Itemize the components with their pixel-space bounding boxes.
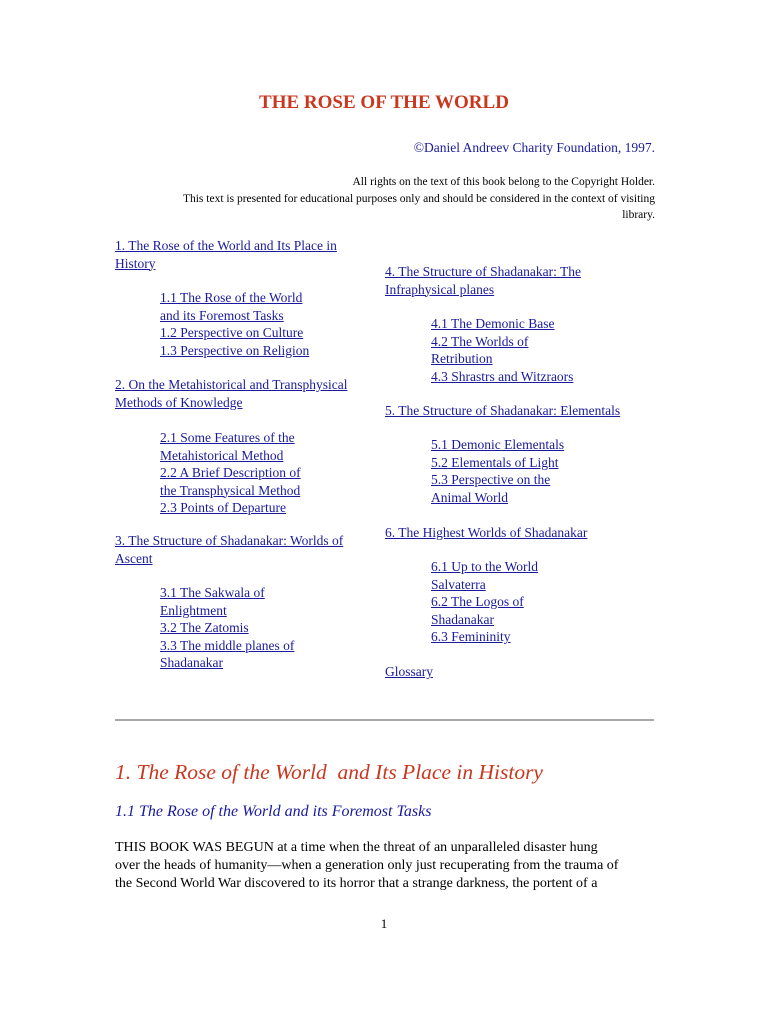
toc-link-5-3[interactable]: 5.3 Perspective on the Animal World: [431, 472, 551, 505]
toc-link-1-2[interactable]: 1.2 Perspective on Culture: [160, 325, 304, 340]
toc-glossary[interactable]: [385, 663, 433, 681]
copyright-notice: ©Daniel Andreev Charity Foundation, 1997.: [413, 140, 655, 155]
toc-chapter-4[interactable]: [385, 263, 581, 298]
toc-chapter-6[interactable]: [385, 524, 587, 542]
toc-section-5[interactable]: [431, 436, 564, 506]
toc-link-chapter-2[interactable]: 2. On the Metahistorical and Transphysical Methods of Knowledge: [115, 377, 348, 410]
toc-link-6-3[interactable]: 6.3 Femininity: [431, 629, 511, 644]
toc-link-6-1[interactable]: 6.1 Up to the World Salvaterra: [431, 559, 539, 592]
toc-section-1-1[interactable]: [160, 289, 309, 359]
toc-link-chapter-3[interactable]: 3. The Structure of Shadanakar: Worlds of Ascent: [115, 533, 344, 566]
paragraph-text: at a time when the threat of an unparalleled disaster hung: [273, 840, 598, 855]
toc-link-chapter-1[interactable]: 1. The Rose of the World and Its Place in History: [115, 238, 337, 271]
toc-link-1-3[interactable]: 1.3 Perspective on Religion: [160, 342, 310, 358]
paragraph-lead: THIS BOOK WAS BEGUN: [115, 840, 274, 855]
toc-section-4[interactable]: [431, 315, 573, 385]
toc-link-4-1[interactable]: 4.1 The Demonic Base: [431, 316, 555, 331]
toc-link-glossary[interactable]: Glossary: [385, 664, 433, 679]
rights-line: library.: [622, 209, 655, 222]
document-title: THE ROSE OF THE WORLD: [259, 92, 509, 113]
page-number: 1: [380, 916, 388, 931]
toc-link-chapter-4[interactable]: 4. The Structure of Shadanakar: The Infraphysical planes: [385, 264, 581, 297]
toc-link-2-2[interactable]: 2.2 A Brief Description of the Transphysical Method: [160, 465, 301, 498]
rights-notice: [95, 174, 655, 224]
toc-chapter-2[interactable]: [115, 376, 347, 411]
paragraph-line: over the heads of humanity—when a generation only just recuperating from the trauma of: [115, 858, 619, 873]
toc-link-3-3[interactable]: 3.3 The middle planes of Shadanakar: [160, 637, 295, 670]
rights-line: This text is presented for educational purposes only and should be considered in the context of visiting: [182, 192, 655, 205]
toc-link-5-2[interactable]: 5.2 Elementals of Light: [431, 454, 559, 470]
toc-link-6-2[interactable]: 6.2 The Logos of Shadanakar: [431, 594, 524, 627]
horizontal-divider: [115, 719, 654, 721]
toc-link-4-2[interactable]: 4.2 The Worlds of Retribution: [431, 333, 529, 366]
toc-section-2[interactable]: [160, 429, 301, 517]
toc-link-1-1[interactable]: 1.1 The Rose of the World and its Foremost Tasks: [160, 290, 303, 323]
body-paragraph: [115, 839, 660, 893]
toc-chapter-5[interactable]: [385, 402, 620, 420]
toc-link-3-2[interactable]: 3.2 The Zatomis: [160, 620, 249, 635]
toc-chapter-3[interactable]: [115, 532, 343, 567]
section-heading: 1.1 The Rose of the World and its Foremost Tasks: [115, 803, 432, 820]
toc-link-4-3[interactable]: 4.3 Shrastrs and Witzraors: [431, 368, 574, 384]
toc-section-3[interactable]: [160, 584, 294, 672]
toc-section-6[interactable]: [431, 558, 538, 646]
paragraph-line: the Second World War discovered to its horror that a strange darkness, the portent of a: [115, 876, 598, 891]
toc-link-5-1[interactable]: 5.1 Demonic Elementals: [431, 437, 565, 452]
toc-link-2-1[interactable]: 2.1 Some Features of the Metahistorical Method: [160, 430, 295, 463]
toc-link-chapter-5[interactable]: 5. The Structure of Shadanakar: Elementals: [385, 403, 621, 418]
toc-link-chapter-6[interactable]: 6. The Highest Worlds of Shadanakar: [385, 525, 588, 540]
toc-link-2-3[interactable]: 2.3 Points of Departure: [160, 500, 286, 515]
chapter-heading: 1. The Rose of the World and Its Place in History: [115, 760, 543, 784]
rights-line: All rights on the text of this book belong to the Copyright Holder.: [352, 176, 655, 188]
toc-link-3-1[interactable]: 3.1 The Sakwala of Enlightment: [160, 585, 265, 618]
toc-chapter-1[interactable]: [115, 237, 337, 272]
